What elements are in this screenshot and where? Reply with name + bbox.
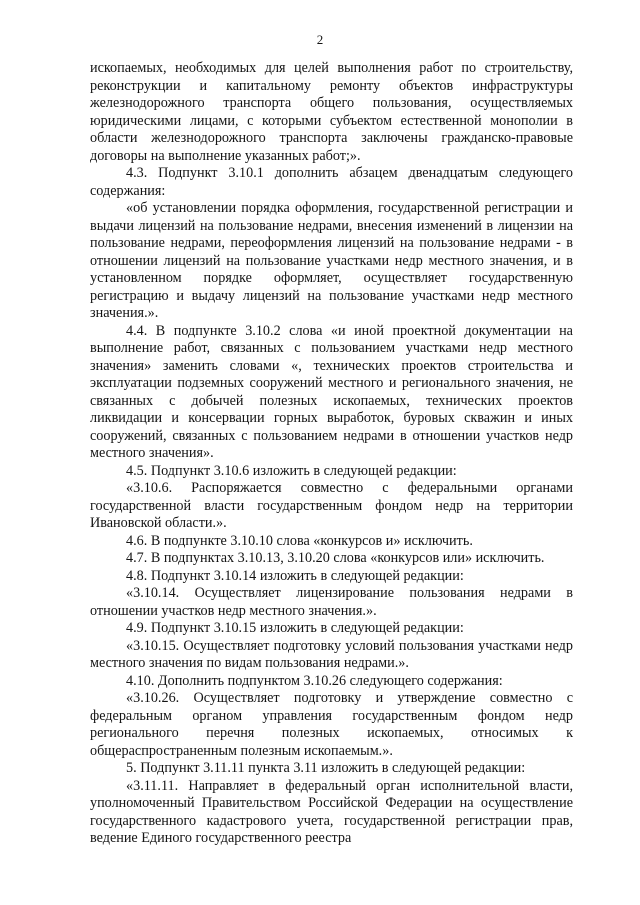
paragraph-4-9: 4.9. Подпункт 3.10.15 изложить в следующей редакции: bbox=[126, 620, 464, 636]
paragraph-4-5: 4.5. Подпункт 3.10.6 изложить в следующей редакции: bbox=[126, 462, 457, 479]
paragraph-4-10: 4.10. Дополнить подпунктом 3.10.26 следующего содержания: bbox=[126, 672, 503, 689]
paragraph-4-4: 4.4. В подпункте 3.10.2 слова «и иной проектной документации на выполнение работ, связанных с пользованием участками недр местного значения» заменить словами «, технических проектов строительства и эксплуатации подземных сооружений местного и регионального значения, не связанных с добычей полезных ископаемых, технических проектов ликвидации и консервации горных выработок, буровых скважин и иных сооружений, связанных с пользованием недрами в отношении участков недр местного значения». bbox=[90, 322, 573, 461]
document-body bbox=[90, 60, 573, 848]
paragraph-4-8: 4.8. Подпункт 3.10.14 изложить в следующей редакции: bbox=[126, 567, 464, 584]
paragraph-4-10-quote: «3.10.26. Осуществляет подготовку и утверждение совместно с федеральным органом управления государственным фондом недр регионального перечня полезных ископаемых, относимых к общераспространенным полезным ископаемым.». bbox=[90, 690, 573, 759]
paragraph-continuation: ископаемых, необходимых для целей выполнения работ по строительству, реконструкции и капитальному ремонту объектов инфраструктуры железнодорожного транспорта общего пользования, осуществляемых юридическими лицами, с которыми субъектом естественной монополии в области железнодорожного транспорта заключены гражданско-правовые договоры на выполнение указанных работ;». bbox=[90, 60, 573, 164]
paragraph-4-3: 4.3. Подпункт 3.10.1 дополнить абзацем двенадцатым следующего содержания: bbox=[90, 165, 573, 199]
paragraph-4-7: 4.7. В подпунктах 3.10.13, 3.10.20 слова «конкурсов или» исключить. bbox=[126, 550, 545, 566]
paragraph-4-3-quote: «об установлении порядка оформления, государственной регистрации и выдачи лицензий на пользование недрами, внесения изменений в лицензии на пользование недрами, переоформления лицензий на пользование недрами - в отношении лицензий на пользование участками недр местного значения, и в установленном порядке оформляет, осуществляет государственную регистрацию и выдачу лицензий на пользование участками недр местного значения.». bbox=[90, 200, 573, 321]
paragraph-5: 5. Подпункт 3.11.11 пункта 3.11 изложить в следующей редакции: bbox=[126, 760, 526, 776]
paragraph-4-6: 4.6. В подпункте 3.10.10 слова «конкурсов и» исключить. bbox=[126, 532, 473, 549]
page-number: 2 bbox=[316, 32, 324, 47]
paragraph-4-8-quote: «3.10.14. Осуществляет лицензирование пользования недрами в отношении участков недр местного значения.». bbox=[90, 585, 573, 619]
paragraph-5-quote: «3.11.11. Направляет в федеральный орган исполнительной власти, уполномоченный Правительством Российской Федерации на осуществление государственного кадастрового учета, государственной регистрации прав, ведение Единого государственного реестра bbox=[90, 777, 573, 846]
paragraph-4-9-quote: «3.10.15. Осуществляет подготовку условий пользования участками недр местного значения по видам пользования недрами.». bbox=[90, 637, 573, 671]
paragraph-4-5-quote: «3.10.6. Распоряжается совместно с федеральными органами государственной власти государственным фондом недр на территории Ивановской области.». bbox=[90, 480, 573, 531]
